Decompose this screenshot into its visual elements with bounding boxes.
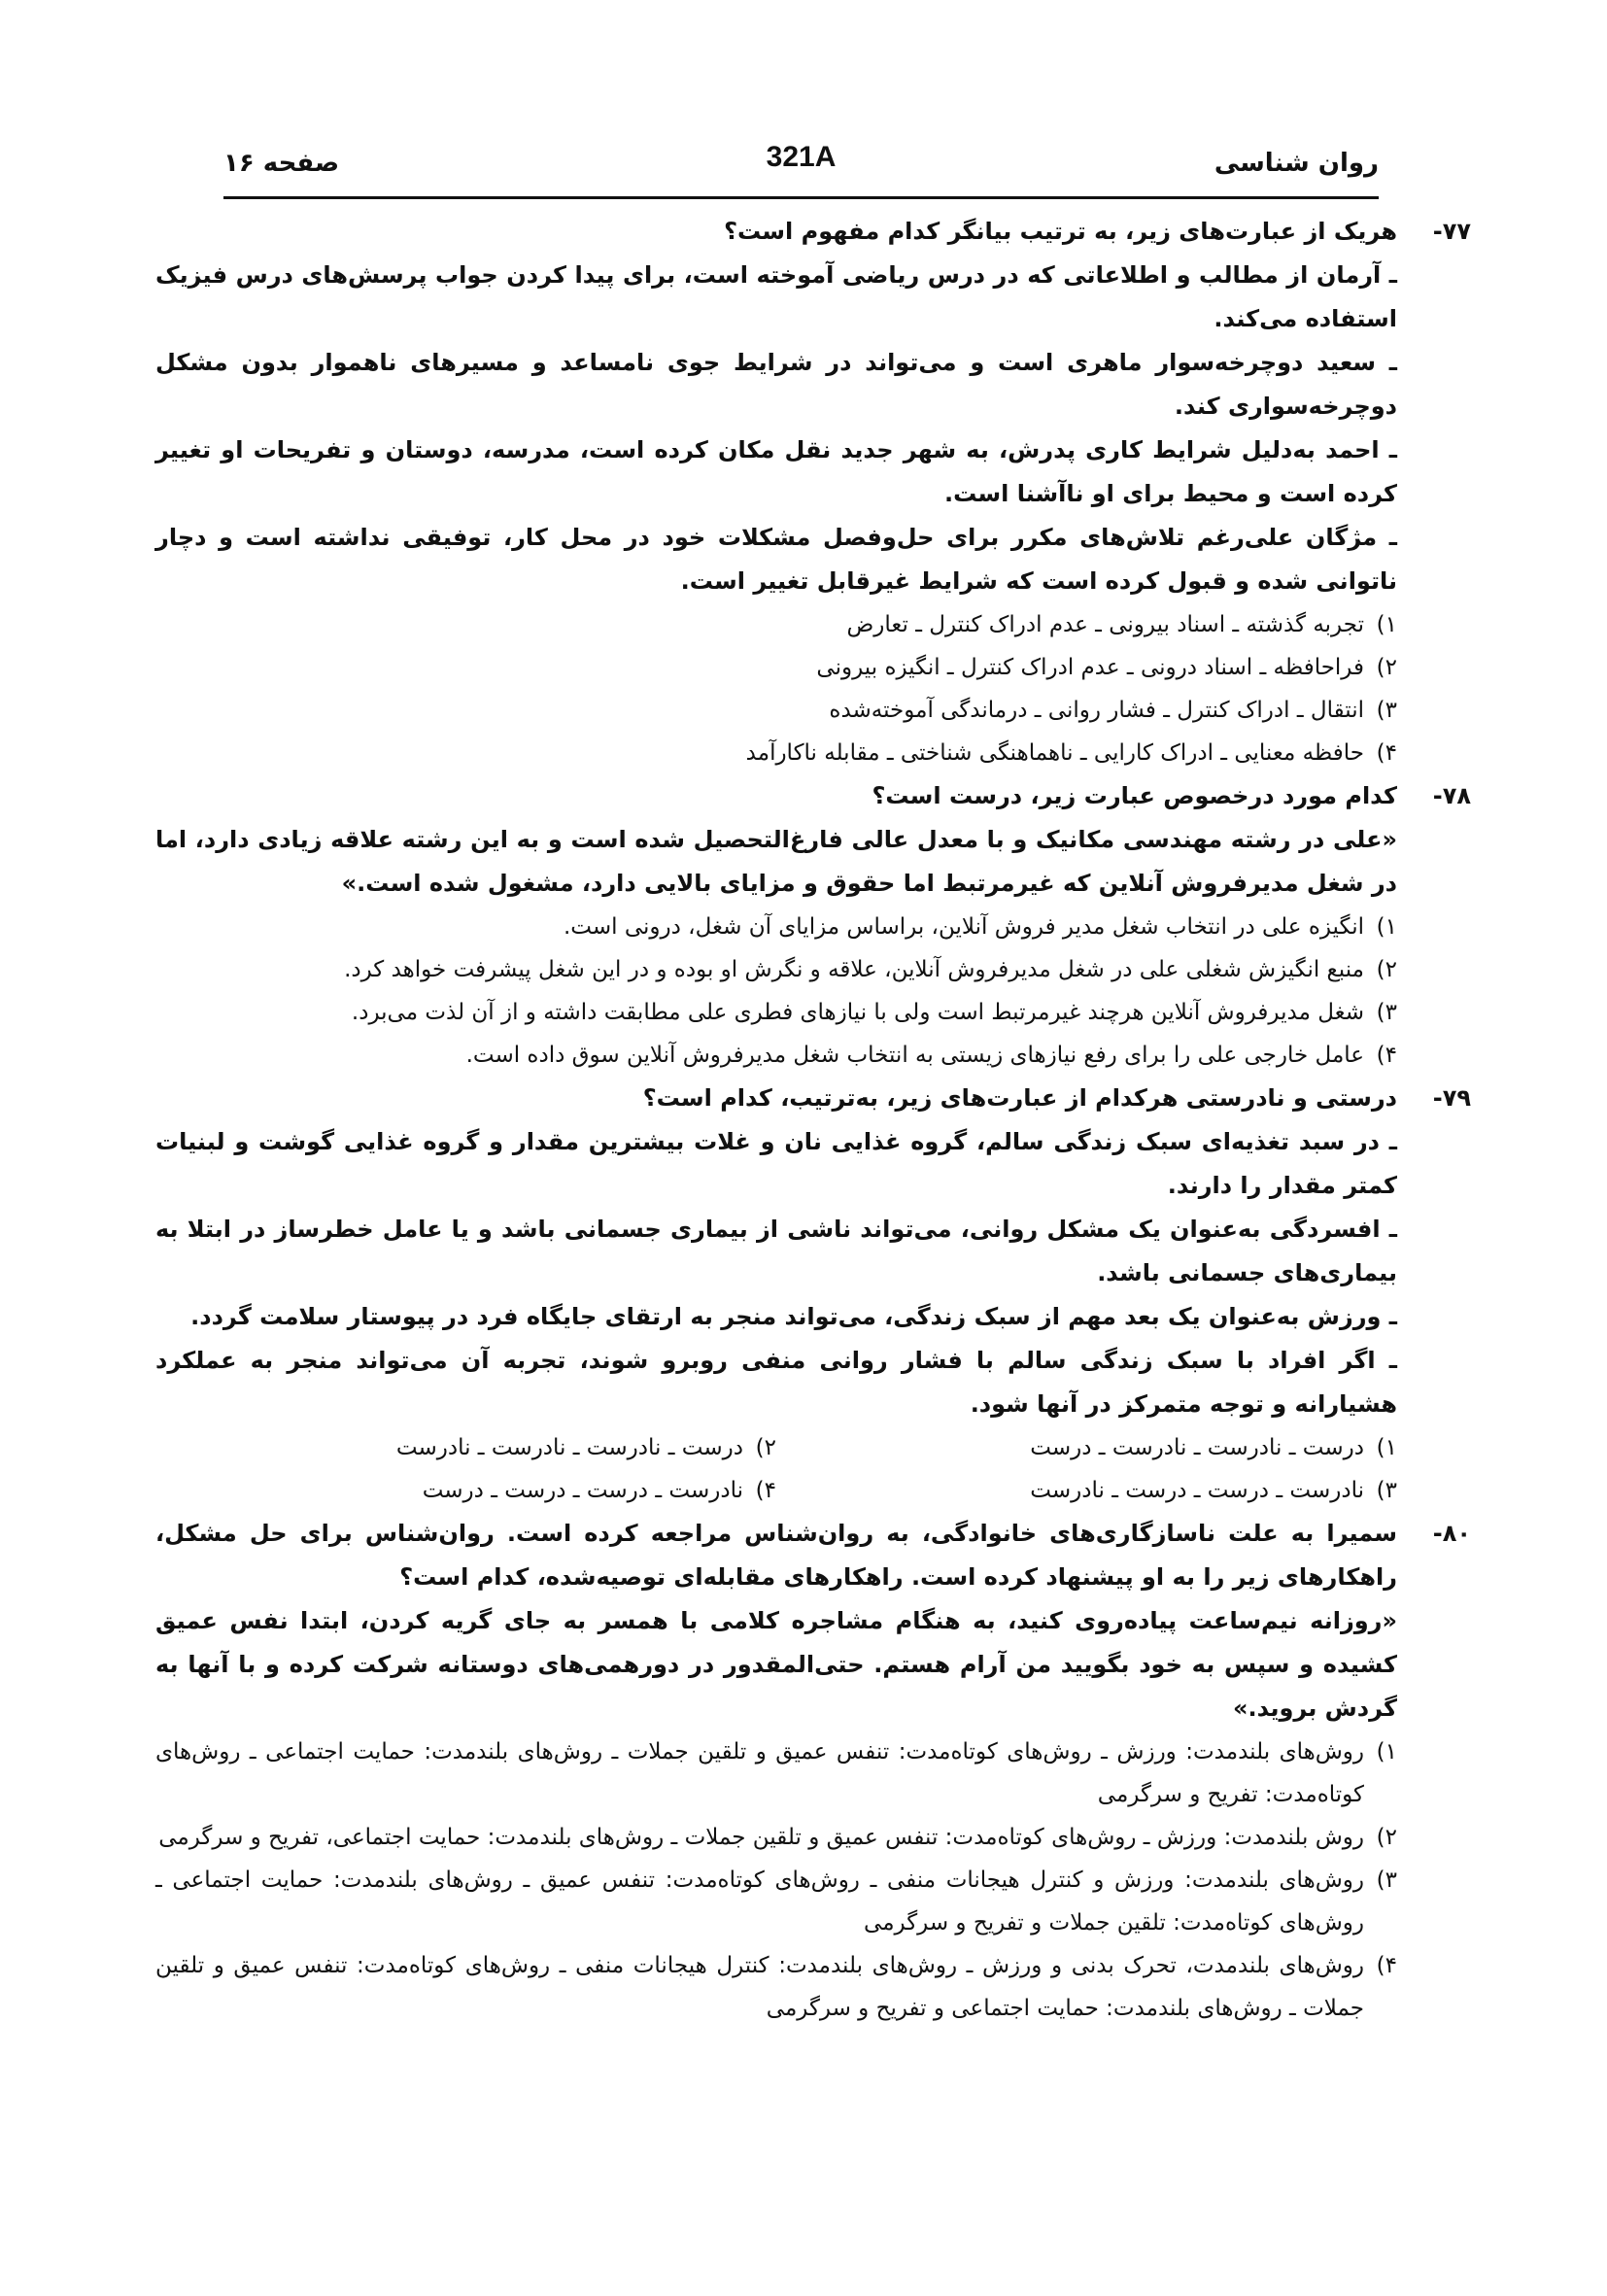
option-4[interactable] xyxy=(155,1944,1397,2030)
option-text: منبع انگیزش شغلی علی در شغل مدیرفروش آنلاین، علاقه و نگرش او بوده و در این شغل پیشرفت خواهد کرد. xyxy=(344,957,1364,982)
option-number: ۱) xyxy=(1376,1435,1397,1460)
question-text: کدام مورد درخصوص عبارت زیر، درست است؟ xyxy=(872,782,1397,809)
option-4[interactable] xyxy=(155,1034,1397,1077)
quoted-passage: «علی در رشته مهندسی مکانیک و با معدل عالی فارغ‌التحصیل شده است و به این رشته علاقه زیادی دارد، اما در شغل مدیرفروش آنلاین که غیرمرتبط اما حقوق و مزایای بالایی دارد، مشغول شده است.» xyxy=(155,826,1397,897)
question-number: ۷۸- xyxy=(1432,782,1471,809)
option-text: شغل مدیرفروش آنلاین هرچند غیرمرتبط است ولی با نیازهای فطری علی مطابقت داشته و از آن لذت می‌برد. xyxy=(351,1000,1364,1025)
option-number: ۳) xyxy=(1376,1868,1397,1893)
option-3[interactable] xyxy=(776,1469,1397,1512)
option-number: ۱) xyxy=(1376,914,1397,940)
option-text: فراحافظه ـ اسناد درونی ـ عدم ادراک کنترل ـ انگیزه بیرونی xyxy=(816,655,1364,680)
option-text: روش‌های بلندمدت: ورزش ـ روش‌های کوتاه‌مدت: تنفس عمیق و تلقین جملات ـ روش‌های بلندمدت: حمایت اجتماعی ـ روش‌های کوتاه‌مدت: تفریح و سرگرمی xyxy=(155,1739,1364,1807)
question-text: هریک از عبارت‌های زیر، به ترتیب بیانگر کدام مفهوم است؟ xyxy=(724,218,1397,245)
option-3[interactable] xyxy=(155,991,1397,1034)
option-text: درست ـ نادرست ـ نادرست ـ درست xyxy=(1030,1435,1364,1460)
option-text: تجربه گذشته ـ اسناد بیرونی ـ عدم ادراک کنترل ـ تعارض xyxy=(846,612,1364,637)
booklet-code: 321A xyxy=(766,141,837,173)
question-number: ۷۷- xyxy=(1432,218,1471,245)
option-text: نادرست ـ درست ـ درست ـ درست xyxy=(422,1478,743,1503)
option-1[interactable] xyxy=(776,1426,1397,1469)
question-number: ۷۹- xyxy=(1432,1084,1471,1112)
option-number: ۲) xyxy=(1376,957,1397,982)
statement: ـ اگر افراد با سبک زندگی سالم با فشار روانی منفی روبرو شوند، تجربه آن می‌تواند منجر به عملکرد هشیارانه و توجه متمرکز در آنها شود. xyxy=(155,1347,1397,1418)
option-number: ۲) xyxy=(1376,1825,1397,1850)
option-number: ۱) xyxy=(1376,612,1397,637)
question-78 xyxy=(155,774,1471,1077)
options-list xyxy=(155,603,1397,774)
page-number: صفحه ۱۶ xyxy=(223,149,340,178)
option-4[interactable] xyxy=(155,1469,776,1512)
option-number: ۲) xyxy=(1376,655,1397,680)
statement: ـ افسردگی به‌عنوان یک مشکل روانی، می‌تواند ناشی از بیماری جسمانی باشد و یا عامل خطرساز در ابتلا به بیماری‌های جسمانی باشد. xyxy=(155,1216,1397,1286)
subject-title: روان شناسی xyxy=(1214,149,1379,178)
option-number: ۴) xyxy=(755,1478,776,1503)
option-1[interactable] xyxy=(155,906,1397,948)
statement: ـ احمد به‌دلیل شرایط کاری پدرش، به شهر جدید نقل مکان کرده است، مدرسه، دوستان و تفریحات او تغییر کرده است و محیط برای او ناآشنا است. xyxy=(155,436,1397,507)
question-text: درستی و نادرستی هرکدام از عبارت‌های زیر، به‌ترتیب، کدام است؟ xyxy=(642,1084,1397,1112)
option-2[interactable] xyxy=(155,948,1397,991)
option-number: ۴) xyxy=(1376,1953,1397,1978)
statement: ـ ورزش به‌عنوان یک بعد مهم از سبک زندگی، می‌تواند منجر به ارتقای جایگاه فرد در پیوستار سلامت گردد. xyxy=(190,1303,1397,1330)
question-80 xyxy=(155,1512,1471,2030)
option-text: روش‌های بلندمدت: ورزش و کنترل هیجانات منفی ـ روش‌های کوتاه‌مدت: تنفس عمیق ـ روش‌های بلندمدت: حمایت اجتماعی ـ روش‌های کوتاه‌مدت: تلقین جملات و تفریح و سرگرمی xyxy=(155,1868,1364,1936)
options-list xyxy=(155,1731,1397,2030)
option-text: انگیزه علی در انتخاب شغل مدیر فروش آنلاین، براساس مزایای آن شغل، درونی است. xyxy=(563,914,1364,940)
question-text: سمیرا به علت ناسازگاری‌های خانوادگی، به روان‌شناس مراجعه کرده است. روان‌شناس برای حل مشکل، راهکارهای زیر را به او پیشنهاد کرده است. راهکارهای مقابله‌ای توصیه‌شده، کدام است؟ xyxy=(155,1520,1397,1591)
option-text: درست ـ نادرست ـ نادرست ـ نادرست xyxy=(395,1435,743,1460)
page-header xyxy=(223,141,1379,189)
option-1[interactable] xyxy=(155,603,1397,646)
option-number: ۳) xyxy=(1376,1000,1397,1025)
option-text: حافظه معنایی ـ ادراک کارایی ـ ناهماهنگی شناختی ـ مقابله ناکارآمد xyxy=(745,740,1364,766)
option-2[interactable] xyxy=(155,1816,1397,1859)
option-2[interactable] xyxy=(155,1426,776,1469)
questions-container xyxy=(155,210,1471,2030)
statement: ـ آرمان از مطالب و اطلاعاتی که در درس ریاضی آموخته است، برای پیدا کردن جواب پرسش‌های درس فیزیک استفاده می‌کند. xyxy=(155,261,1397,332)
option-1[interactable] xyxy=(155,1731,1397,1816)
option-text: روش بلندمدت: ورزش ـ روش‌های کوتاه‌مدت: تنفس عمیق و تلقین جملات ـ روش‌های بلندمدت: حمایت اجتماعی، تفریح و سرگرمی xyxy=(158,1825,1364,1850)
statement: ـ در سبد تغذیه‌ای سبک زندگی سالم، گروه غذایی نان و غلات بیشترین مقدار و گروه غذایی گوشت و لبنیات کمتر مقدار را دارند. xyxy=(155,1128,1397,1199)
option-text: انتقال ـ ادراک کنترل ـ فشار روانی ـ درماندگی آموخته‌شده xyxy=(829,698,1364,723)
header-divider xyxy=(223,196,1379,199)
statement: ـ مژگان علی‌رغم تلاش‌های مکرر برای حل‌وفصل مشکلات خود در محل کار، توفیقی نداشته است و دچار ناتوانی شده و قبول کرده است که شرایط غیرقابل تغییر است. xyxy=(155,524,1397,595)
quoted-passage: «روزانه نیم‌ساعت پیاده‌روی کنید، به هنگام مشاجره کلامی با همسر به جای گریه کردن، ابتدا نفس عمیق کشیده و سپس به خود بگویید من آرام هستم. حتی‌المقدور در دورهمی‌های دوستانه شرکت کرده و با آنها به گردش بروید.» xyxy=(155,1607,1397,1722)
question-number: ۸۰- xyxy=(1432,1520,1471,1547)
question-79 xyxy=(155,1077,1471,1512)
options-list xyxy=(155,1426,1397,1512)
option-number: ۴) xyxy=(1376,740,1397,766)
option-number: ۲) xyxy=(755,1435,776,1460)
option-number: ۳) xyxy=(1376,698,1397,723)
options-list xyxy=(155,906,1397,1077)
option-3[interactable] xyxy=(155,1859,1397,1944)
option-text: نادرست ـ درست ـ درست ـ نادرست xyxy=(1030,1478,1364,1503)
question-77 xyxy=(155,210,1471,774)
option-number: ۴) xyxy=(1376,1043,1397,1068)
option-4[interactable] xyxy=(155,732,1397,774)
statement: ـ سعید دوچرخه‌سوار ماهری است و می‌تواند در شرایط جوی نامساعد و مسیرهای ناهموار بدون مشکل دوچرخه‌سواری کند. xyxy=(155,349,1397,420)
option-number: ۳) xyxy=(1376,1478,1397,1503)
option-2[interactable] xyxy=(155,646,1397,689)
option-number: ۱) xyxy=(1376,1739,1397,1765)
option-text: عامل خارجی علی را برای رفع نیازهای زیستی به انتخاب شغل مدیرفروش آنلاین سوق داده است. xyxy=(465,1043,1364,1068)
option-3[interactable] xyxy=(155,689,1397,732)
option-text: روش‌های بلندمدت، تحرک بدنی و ورزش ـ روش‌های بلندمدت: کنترل هیجانات منفی ـ روش‌های کوتاه‌مدت: تنفس عمیق و تلقین جملات ـ روش‌های بلندمدت: حمایت اجتماعی و تفریح و سرگرمی xyxy=(155,1953,1364,2021)
